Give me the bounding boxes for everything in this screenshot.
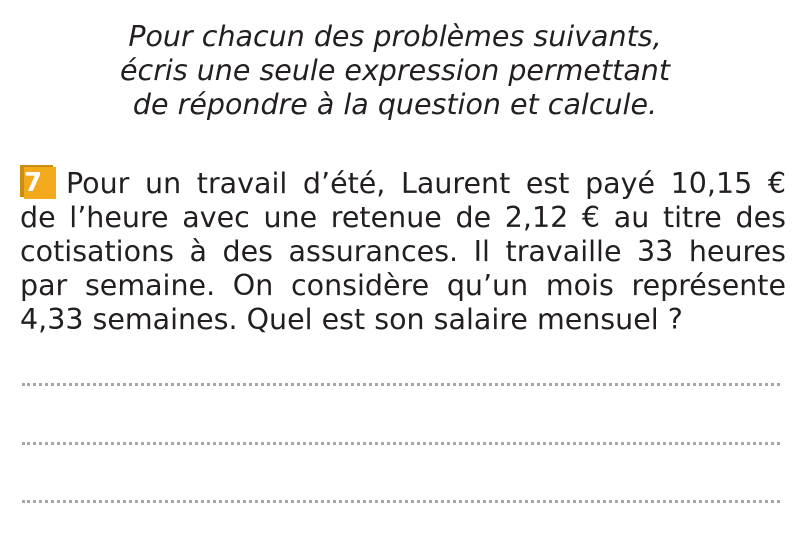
exercise-text-line-2: de l’heure avec une retenue de 2,12 € au titre des — [20, 201, 786, 234]
exercise-text-line-3: cotisations à des assurances. Il travaille 33 heures — [20, 235, 786, 268]
exercise-number-badge — [20, 165, 56, 199]
instructions-line-3: de répondre à la question et calcule. — [132, 88, 658, 121]
exercise-text-line-1: Pour un travail d’été, Laurent est payé 10,15 € — [66, 167, 786, 200]
exercise-number: 7 — [24, 167, 56, 199]
instructions-line-1: Pour chacun des problèmes suivants, — [128, 20, 662, 53]
answer-line-3[interactable] — [22, 500, 780, 503]
instructions-line-2: écris une seule expression permettant — [119, 54, 671, 87]
answer-line-2[interactable] — [22, 442, 780, 445]
exercise-line-1 — [20, 165, 786, 201]
answer-line-1[interactable] — [22, 383, 780, 386]
exercise-text-line-4: par semaine. On considère qu’un mois représente — [20, 269, 786, 302]
instructions — [0, 20, 790, 122]
exercise-7 — [20, 165, 786, 337]
exercise-text-line-5: 4,33 semaines. Quel est son salaire mensuel ? — [20, 303, 683, 336]
